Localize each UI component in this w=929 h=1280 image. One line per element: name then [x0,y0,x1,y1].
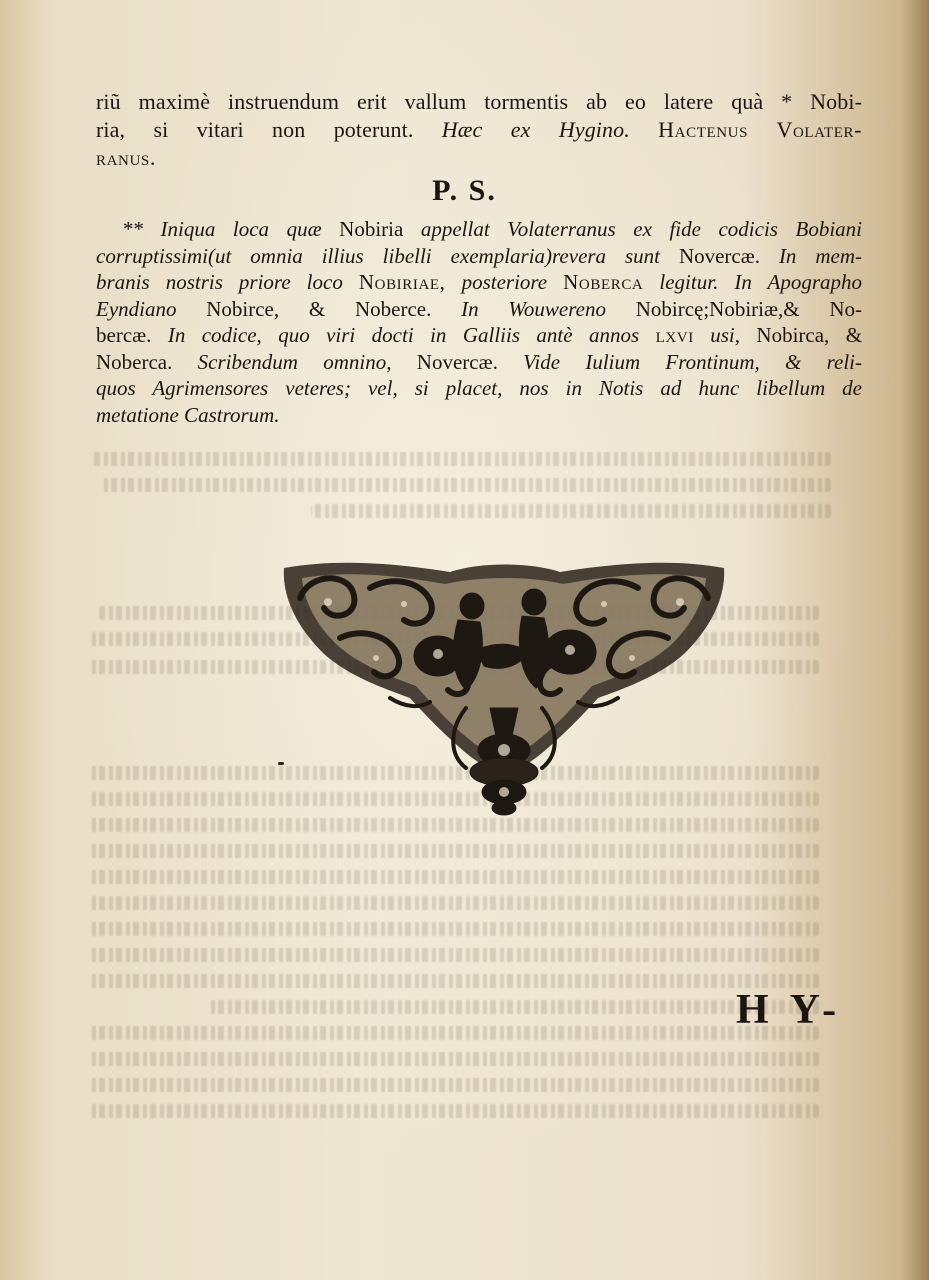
text-fragment: appellat Volaterranus ex fide codicis Bobiani [420,217,862,241]
tailpiece-ornament-icon [280,558,728,816]
note-line: quos Agrimensores veteres; vel, si placet, nos in Notis ad hunc libellum de [96,376,862,400]
text-fragment: Noberca. [96,349,173,374]
section-heading: P. S. [432,174,497,207]
text-fragment: bercæ. [96,323,152,347]
text-fragment: Vide Iulium Frontinum, & reli- [523,349,862,374]
catchword: H Y- [736,987,843,1033]
note-line [96,322,862,349]
text-fragment: Noberce. [354,296,432,321]
text-fragment: branis nostris priore loco [96,270,343,294]
text-fragment: Nobirca, & [756,323,863,347]
text-fragment: In Wouwereno [461,296,606,321]
text-fragment: Hæc ex Hygino. [441,117,630,142]
text-fragment: In mem- [778,243,863,268]
text-fragment: Noberca [563,270,644,294]
text-fragment: Nobircę;Nobiriæ,& No- [635,296,862,321]
note-line [96,296,862,323]
text-fragment: Scribendum omnino, [197,349,392,374]
text-fragment: In codice, quo viri docti in Galliis antè annos [167,323,640,347]
main-text-line [96,116,862,144]
text-fragment: Novercæ. [678,243,760,268]
note-line: metatione Castrorum. [96,402,280,427]
main-text [96,88,862,172]
text-fragment: In Apographo [734,270,863,294]
text-fragment: Nobiria [339,217,404,241]
text-fragment: ria, si vitari non poterunt. [96,117,414,142]
text-fragment: Novercæ. [416,349,498,374]
text-fragment: posteriore [461,270,548,294]
text-fragment: legitur. [659,270,719,294]
ink-mark [278,762,284,765]
main-text-line: ranus. [96,145,156,170]
text-fragment: ** Iniqua loca quæ [122,217,322,241]
text-fragment: Hactenus Volater- [658,117,862,142]
text-fragment: usi, [710,323,740,347]
text-fragment: Eyndiano [96,296,177,321]
main-text-line: riũ maximè instruendum erit vallum tormentis ab eo latere quà * Nobi- [96,89,862,114]
note-line [96,243,862,270]
text-fragment: corruptissimi(ut omnia illius libelli exemplaria)revera sunt [96,243,660,268]
note-line [96,349,862,376]
text-fragment: Nobiriae, [358,270,446,294]
postscript-note [96,216,862,428]
text-fragment: Nobirce, & [206,296,326,321]
note-line [96,269,862,296]
text-fragment: lxvi [655,323,694,347]
note-line [96,216,862,243]
